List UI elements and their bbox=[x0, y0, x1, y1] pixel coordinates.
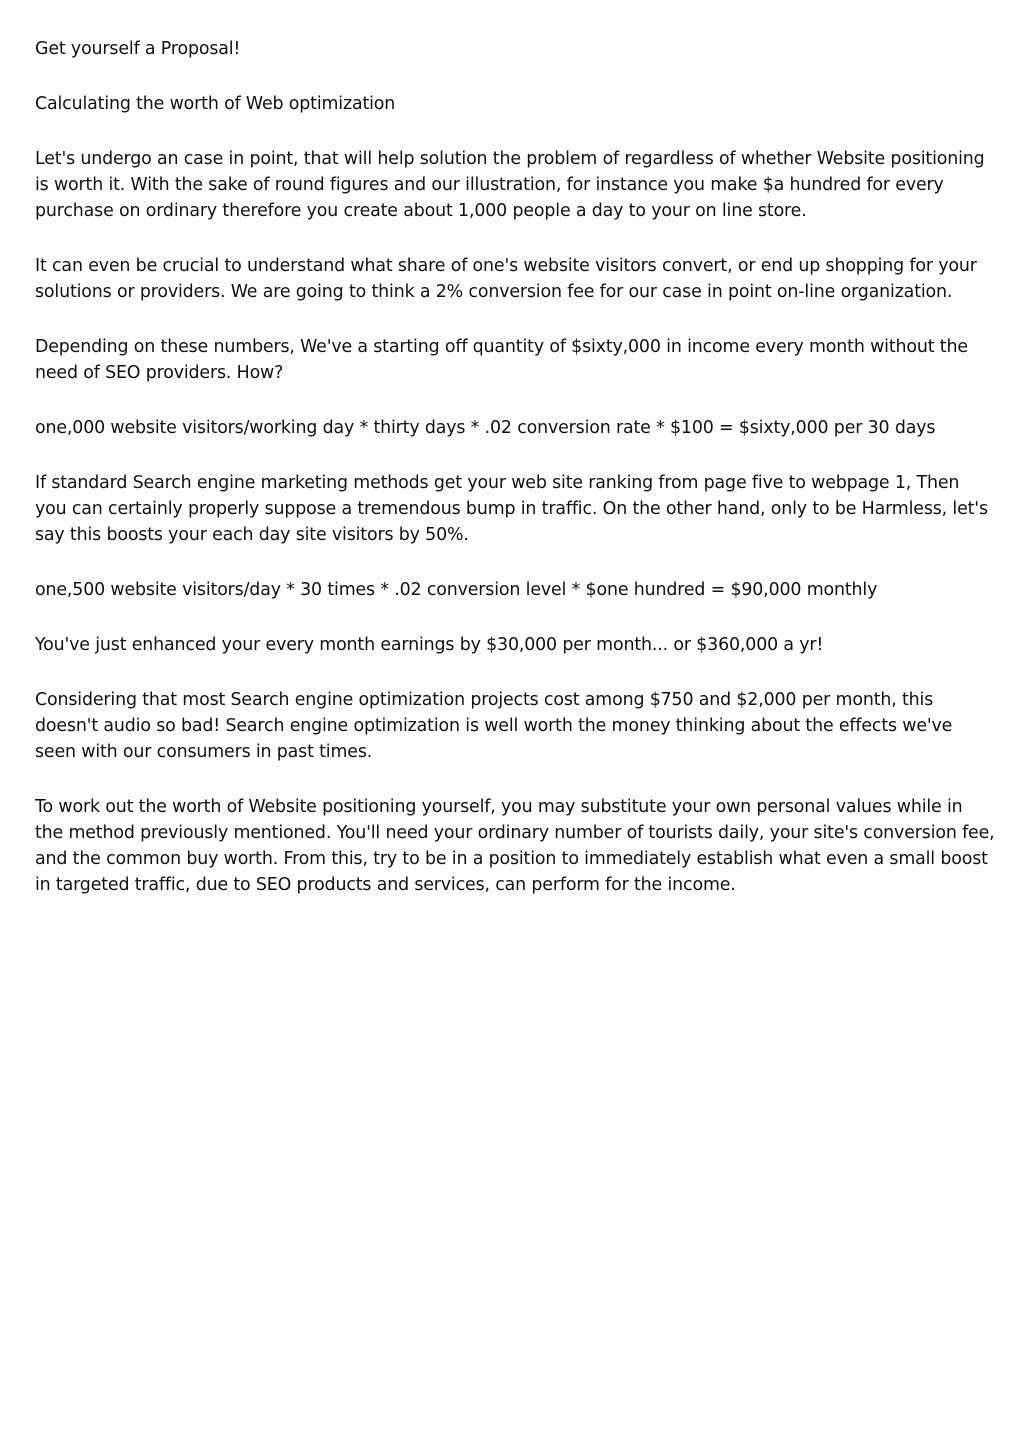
heading-calculating-worth: Calculating the worth of Web optimization bbox=[35, 94, 396, 114]
paragraph-seo-cost: Considering that most Search engine optimization projects cost among $750 and $2,000 per month, this doesn't audio so bad! Search engine optimization is well worth the money thinking about the effects we've seen with our consumers in past times. bbox=[35, 690, 953, 762]
formula-baseline: one,000 website visitors/working day * thirty days * .02 conversion rate * $100 = $sixty,000 per 30 days bbox=[35, 418, 936, 438]
paragraph-conversion-rate: It can even be crucial to understand what share of one's website visitors convert, or end up shopping for your solutions or providers. We are going to think a 2% conversion fee for our case in point on-line organization. bbox=[35, 256, 977, 302]
paragraph-example-intro: Let's undergo an case in point, that will help solution the problem of regardless of whether Website positioning is worth it. With the sake of round figures and our illustration, for instance you make $a hundred for every purchase on ordinary therefore you create about 1,000 people a day to your on line store. bbox=[35, 149, 985, 221]
document-body bbox=[35, 36, 995, 927]
paragraph-earnings-increase: You've just enhanced your every month earnings by $30,000 per month... or $360,000 a yr! bbox=[35, 635, 824, 655]
formula-boosted: one,500 website visitors/day * 30 times * .02 conversion level * $one hundred = $90,000 monthly bbox=[35, 580, 878, 600]
paragraph-starting-income: Depending on these numbers, We've a starting off quantity of $sixty,000 in income every month without the need of SEO providers. How? bbox=[35, 337, 968, 383]
heading-proposal: Get yourself a Proposal! bbox=[35, 39, 241, 59]
paragraph-calculate-yourself: To work out the worth of Website positioning yourself, you may substitute your own personal values while in the method previously mentioned. You'll need your ordinary number of tourists daily, your site's conversion fee, and the common buy worth. From this, try to be in a position to immediately establish what even a small boost in targeted traffic, due to SEO products and services, can perform for the income. bbox=[35, 797, 995, 895]
paragraph-traffic-boost: If standard Search engine marketing methods get your web site ranking from page five to webpage 1, Then you can certainly properly suppose a tremendous bump in traffic. On the other hand, only to be Harmless, let's say this boosts your each day site visitors by 50%. bbox=[35, 473, 988, 545]
